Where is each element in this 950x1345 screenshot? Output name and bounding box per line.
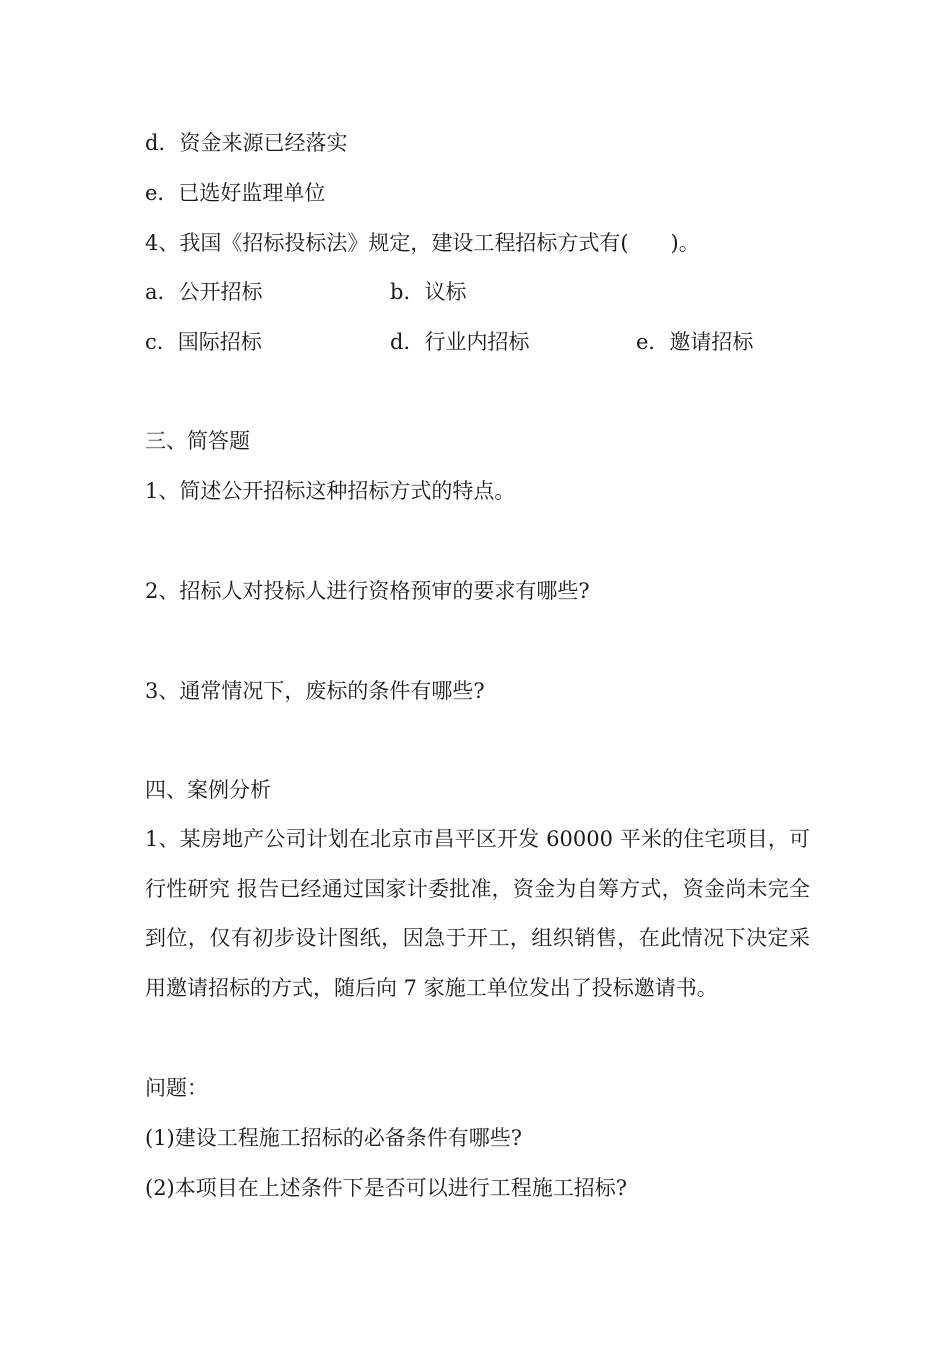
q4-option-e: e．邀请招标 — [636, 330, 754, 354]
section-3-heading: 三、简答题 — [145, 429, 250, 453]
short-answer-question-2: 2、招标人对投标人进行资格预审的要求有哪些? — [145, 579, 590, 603]
questions-label: 问题： — [145, 1076, 208, 1100]
case-question-1: (1)建设工程施工招标的必备条件有哪些? — [145, 1126, 523, 1150]
option-d-funding: d．资金来源已经落实 — [145, 131, 348, 155]
question-4-stem: 4、我国《招标投标法》规定，建设工程招标方式有( )。 — [145, 231, 700, 255]
section-4-heading: 四、案例分析 — [145, 778, 271, 802]
q4-option-b: b．议标 — [390, 280, 467, 304]
q4-option-d: d．行业内招标 — [390, 330, 530, 354]
short-answer-question-1: 1、简述公开招标这种招标方式的特点。 — [145, 479, 516, 503]
q4-option-a: a．公开招标 — [145, 280, 263, 304]
case-1-paragraph: 1、某房地产公司计划在北京市昌平区开发 60000 平米的住宅项目，可行性研究 报告已经通过国家计委批准，资金为自筹方式，资金尚未完全到位，仅有初步设计图纸，因急于开工，组织销售，在此情况下决定采用邀请招标的方式，随后向 7 家施工单位发出了投标邀请书。 — [145, 827, 810, 1000]
option-e-supervisor: e．已选好监理单位 — [145, 181, 326, 205]
short-answer-question-3: 3、通常情况下，废标的条件有哪些? — [145, 679, 485, 703]
case-question-2: (2)本项目在上述条件下是否可以进行工程施工招标? — [145, 1176, 628, 1200]
q4-option-c: c．国际招标 — [145, 330, 262, 354]
